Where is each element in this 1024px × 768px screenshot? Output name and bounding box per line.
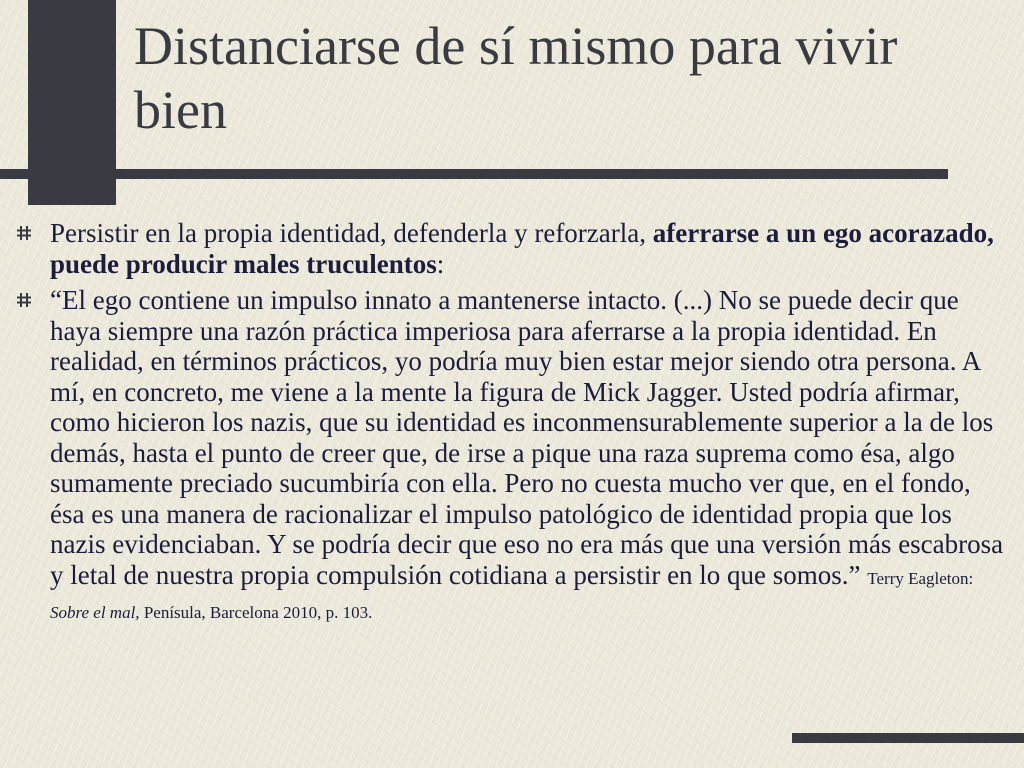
citation-author: Terry Eagleton: [867,568,974,588]
bullet-item [14,218,1010,279]
quote-text: “El ego contiene un impulso innato a mantenerse intacto. (...) No se puede decir que haya siempre una razón práctica imperiosa para aferrarse a la propia identidad. En realidad, en términos prácticos, yo podría muy bien estar mejor siendo otra persona. A mí, en concreto, me viene a la mente la figura de Mick Jagger. Usted podría afirmar, como hicieron los nazis, que su identidad es inconmensurablemente superior a la de los demás, hasta el punto de creer que, de irse a pique una raza suprema como ésa, algo sumamente preciado sucumbiría con ella. Pero no cuesta mucho ver que, en el fondo, ésa es una manera de racionalizar el impulso patológico de identidad propia que los nazis evidenciaban. Y se podría decir que eso no era más que una versión más escabrosa y letal de nuestra propia compulsión cotidiana a persistir en lo que somos.” [50,285,1004,590]
bullet-text: Persistir en la propia identidad, defenderla y reforzarla, [50,218,653,248]
bullet-text-end: : [436,248,445,279]
decorative-bottom-rule [792,733,1024,743]
bullet-item [14,285,1010,629]
hash-bullet-icon [16,225,32,241]
bullet-text-bold: aferrarse a un ego acorazado, puede producir males truculentos [50,218,994,279]
bullet-list [14,218,1010,629]
slide-title: Distanciarse de sí mismo para vivir bien [134,16,898,140]
decorative-title-rule [0,169,948,179]
hash-bullet-icon [16,292,32,308]
citation-title: Sobre el mal, [50,603,140,622]
citation-details: Penísula, Barcelona 2010, p. 103. [139,603,373,622]
